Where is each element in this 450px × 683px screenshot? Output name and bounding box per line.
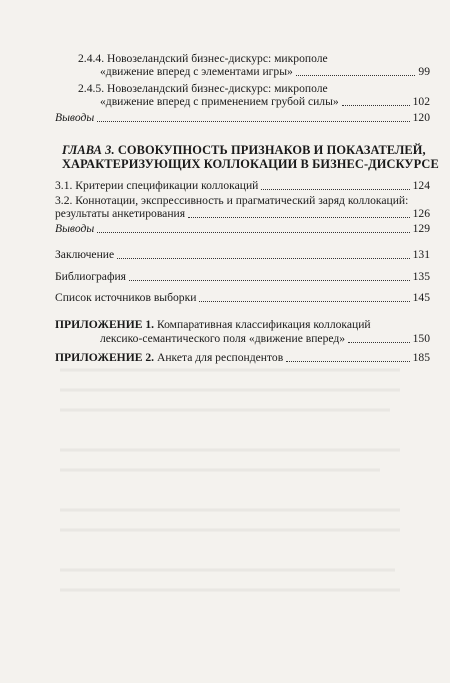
toc-entry-2-4-4[interactable] <box>100 65 430 79</box>
dot-leader <box>199 301 409 302</box>
page-number: 129 <box>412 222 430 235</box>
page-number: 102 <box>412 95 430 108</box>
toc-entry-2-4-5[interactable] <box>100 95 430 109</box>
page-number: 135 <box>412 270 430 283</box>
toc-entry-2-4-5-title: 2.4.5. Новозеландский бизнес-дискурс: микрополе <box>78 82 328 95</box>
appendix-title-line-2: лексико-семантического поля «движение вперед» <box>100 332 346 345</box>
appendix-title: Анкета для респондентов <box>154 351 284 364</box>
toc-entry-label: Заключение <box>55 248 115 261</box>
toc-entry-conclusion[interactable] <box>55 248 430 262</box>
toc-entry-label: Список источников выборки <box>55 291 197 304</box>
toc-entry-3-2[interactable] <box>55 207 430 221</box>
toc-entry-label: 3.1. Критерии спецификации коллокаций <box>55 179 259 192</box>
appendix-label: ПРИЛОЖЕНИЕ 1. <box>55 318 155 331</box>
appendix-title-line-1: Компаративная классификация коллокаций <box>154 318 371 331</box>
page-number: 124 <box>412 179 430 192</box>
dot-leader <box>261 189 409 190</box>
toc-entry-3-2-title-2: результаты анкетирования <box>55 207 186 220</box>
page-number: 99 <box>418 65 430 78</box>
dot-leader <box>97 121 409 122</box>
toc-entry-3-2-title: 3.2. Коннотации, экспрессивность и прагматический заряд коллокаций: <box>55 194 409 207</box>
toc-entry-2-4-5-title-2: «движение вперед с применением грубой силы» <box>100 95 339 108</box>
toc-entry-label: Библиография <box>55 270 127 283</box>
dot-leader <box>97 232 409 233</box>
page-number: 126 <box>412 207 430 220</box>
toc-entry-label: Выводы <box>55 111 95 124</box>
page-number: 145 <box>412 291 430 304</box>
page-number: 120 <box>412 111 430 124</box>
toc-entry-conclusions-2[interactable] <box>55 222 430 236</box>
chapter-title-line-1: СОВОКУПНОСТЬ ПРИЗНАКОВ И ПОКАЗАТЕЛЕЙ, <box>114 143 426 157</box>
toc-entry-3-1[interactable] <box>55 179 430 193</box>
toc-entry-2-4-4-title-2: «движение вперед с элементами игры» <box>100 65 293 78</box>
toc-entry-bibliography[interactable] <box>55 270 430 284</box>
chapter-3-heading[interactable] <box>62 143 426 158</box>
dot-leader <box>296 75 416 76</box>
toc-entry-2-4-4-title: 2.4.4. Новозеландский бизнес-дискурс: микрополе <box>78 52 328 65</box>
toc-entry-conclusions-1[interactable] <box>55 111 430 125</box>
dot-leader <box>188 217 410 218</box>
page-number: 131 <box>412 248 430 261</box>
page-number: 185 <box>412 351 430 364</box>
toc-entry-label: Выводы <box>55 222 95 235</box>
show-through-texture <box>0 330 450 630</box>
page-number: 150 <box>412 332 430 345</box>
dot-leader <box>129 280 410 281</box>
appendix-label: ПРИЛОЖЕНИЕ 2. <box>55 351 155 364</box>
toc-entry-sources[interactable] <box>55 291 430 305</box>
dot-leader <box>342 105 410 106</box>
chapter-3-heading-line-2: ХАРАКТЕРИЗУЮЩИХ КОЛЛОКАЦИИ В БИЗНЕС-ДИСКУРСЕ <box>62 157 439 171</box>
chapter-label: ГЛАВА 3. <box>62 143 115 157</box>
dot-leader <box>117 258 409 259</box>
